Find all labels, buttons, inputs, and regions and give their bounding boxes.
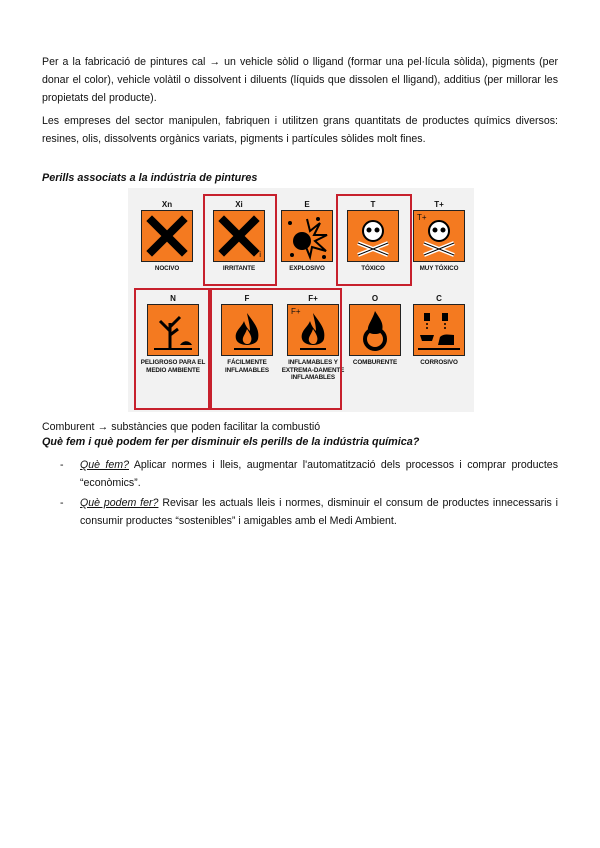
section-heading: Perills associats a la indústria de pintures bbox=[42, 172, 258, 184]
bullet-text: Aplicar normes i lleis, augmentar l'automatització dels processos i comprar productes “econòmics”. bbox=[80, 459, 558, 489]
hazard-symbols-figure bbox=[128, 188, 474, 412]
hazard-code: C bbox=[436, 294, 442, 303]
hazard-label: IRRITANTE bbox=[222, 265, 256, 272]
hazard-symbol-t-plus bbox=[406, 200, 472, 273]
question-heading: Què fem i què podem fer per disminuir els perills de la indústria química? bbox=[42, 436, 420, 448]
hazard-label: CORROSIVO bbox=[420, 359, 458, 366]
hazard-label: NOCIVO bbox=[154, 265, 180, 272]
corrosion-icon bbox=[414, 305, 464, 355]
bullet-question: Què podem fer? bbox=[80, 497, 159, 509]
hazard-label: FÁCILMENTE INFLAMABLES bbox=[224, 359, 270, 374]
hazard-code: N bbox=[170, 294, 176, 303]
flame-over-circle-icon bbox=[350, 305, 400, 355]
hazard-subscript: T+ bbox=[417, 213, 427, 222]
hazard-label: EXPLOSIVO bbox=[289, 265, 325, 272]
highlight-frame-flammable bbox=[210, 288, 342, 410]
highlight-frame-toxic bbox=[336, 194, 412, 286]
hazard-label: PELIGROSO PARA EL MEDIO AMBIENTE bbox=[140, 359, 206, 374]
hazard-code: T bbox=[370, 200, 376, 209]
highlight-frame-environment bbox=[134, 288, 210, 410]
hazard-symbol-xn bbox=[134, 200, 200, 273]
bullet-question: Què fem? bbox=[80, 459, 129, 471]
hazard-code: Xi bbox=[235, 200, 243, 209]
hazard-label: COMBURENTE bbox=[352, 359, 398, 366]
highlight-frame-irritant bbox=[203, 194, 277, 286]
comburent-note: Comburent → substàncies que poden facilitar la combustió bbox=[42, 421, 321, 433]
hazard-code: F+ bbox=[308, 294, 318, 303]
intro-paragraph-2: Les empreses del sector manipulen, fabriquen i utilitzen grans quantitats de productes químics diversos: resines, olis, dissolvents orgànics variats, pigments i partícules sòlides molt fines. bbox=[42, 115, 558, 145]
hazard-code: Xn bbox=[161, 200, 173, 209]
hazard-symbol-c bbox=[406, 294, 472, 367]
hazard-label: INFLAMABLES Y EXTREMA-DAMENTE INFLAMABLES bbox=[281, 359, 345, 381]
hazard-code: O bbox=[371, 294, 379, 303]
hazard-code: E bbox=[304, 200, 310, 209]
list-item bbox=[60, 456, 558, 492]
hazard-code: T+ bbox=[434, 200, 444, 209]
intro-paragraph-1: Per a la fabricació de pintures cal → un vehicle sòlid o lligand (formar una pel·lícula sòlida), pigments (per donar el color), vehicle volàtil o dissolvent i diluents (líquids que dissolen el lligand), additius (per millorar les propietats del producte). bbox=[42, 56, 558, 104]
hazard-subscript: i bbox=[259, 250, 261, 259]
bullet-dash: - bbox=[60, 459, 64, 471]
hazard-subscript: F+ bbox=[291, 307, 301, 316]
hazard-label: MUY TÓXICO bbox=[419, 265, 459, 272]
hazard-symbol-o bbox=[342, 294, 408, 367]
bullet-text: Revisar les actuals lleis i normes, disminuir el consum de productes innecessaris i consumir productes “sostenibles” i amigables amb el Medi Ambient. bbox=[80, 497, 559, 527]
hazard-label: TÓXICO bbox=[361, 265, 385, 272]
explosion-icon bbox=[282, 211, 332, 261]
cross-icon bbox=[142, 211, 192, 261]
bullet-dash: - bbox=[60, 497, 64, 509]
hazard-code: F bbox=[244, 294, 250, 303]
hazard-symbol-e bbox=[274, 200, 340, 273]
list-item bbox=[60, 494, 558, 530]
